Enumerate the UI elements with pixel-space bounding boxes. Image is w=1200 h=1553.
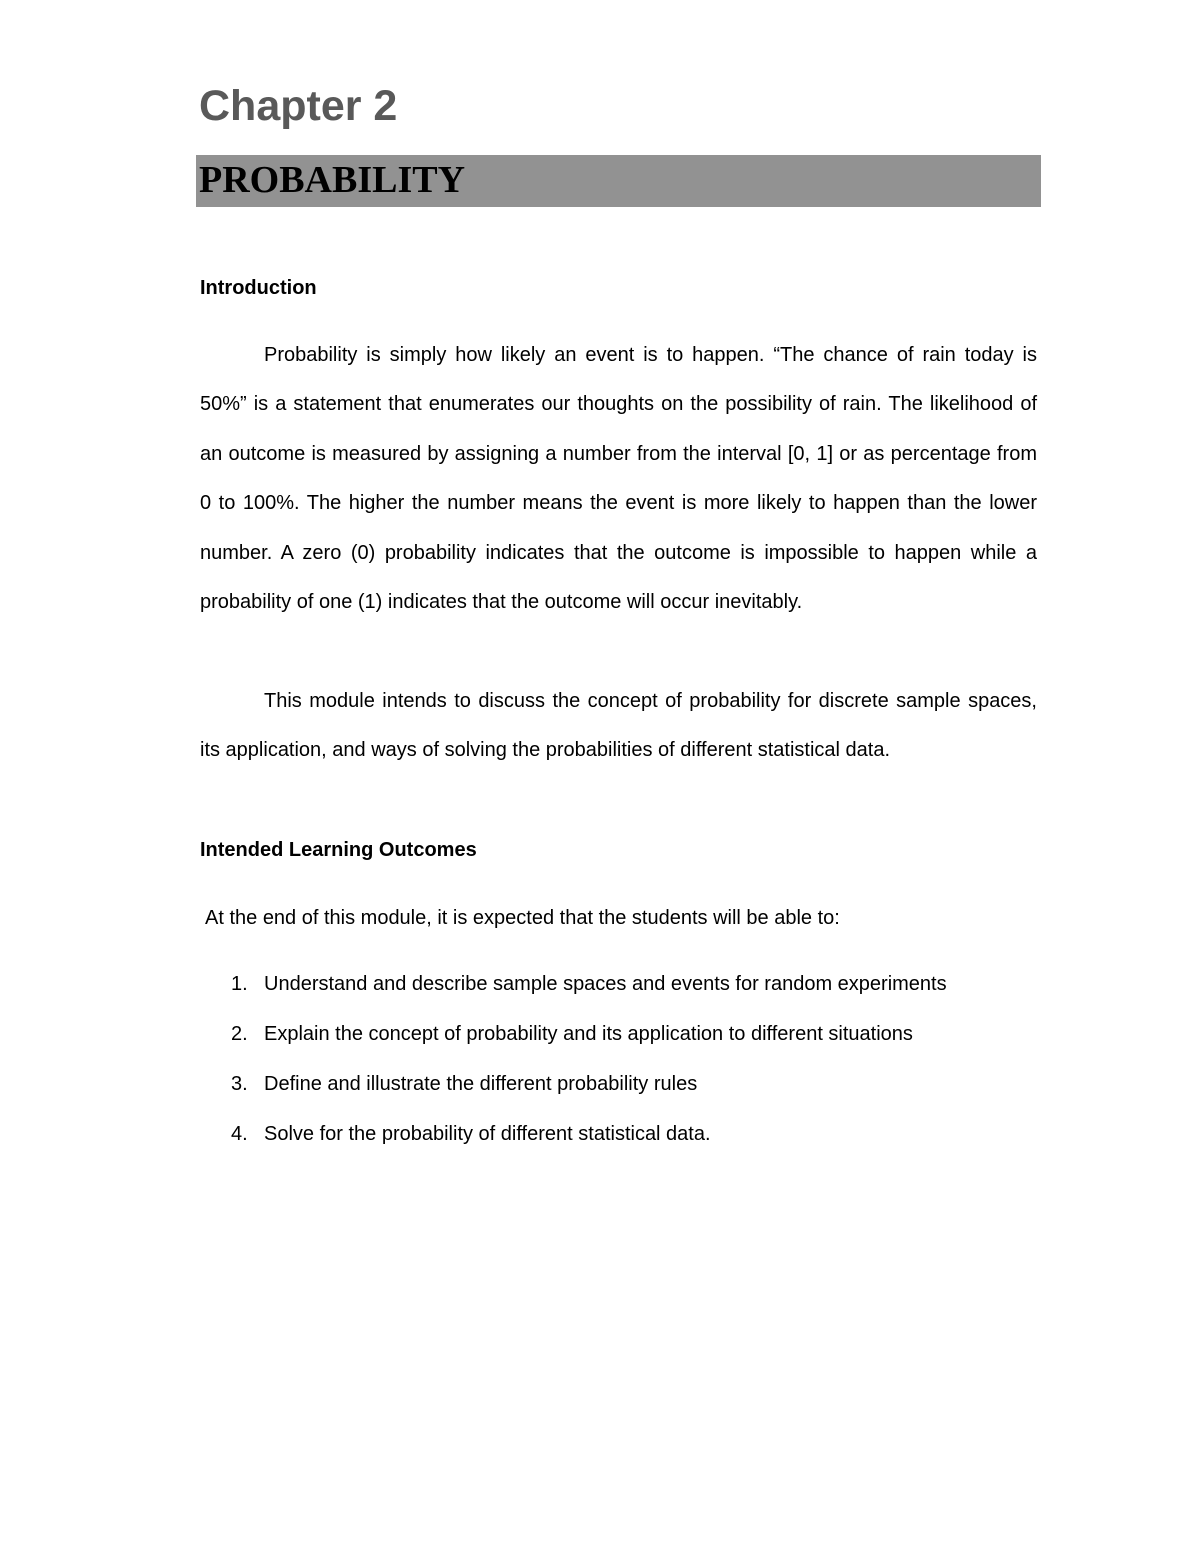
outcome-number: 4.: [231, 1123, 248, 1145]
chapter-label: Chapter 2: [199, 82, 398, 130]
learning-outcomes-heading: Intended Learning Outcomes: [200, 839, 477, 861]
outcome-text: Define and illustrate the different probability rules: [264, 1073, 698, 1095]
learning-outcomes-lead: At the end of this module, it is expected that the students will be able to:: [205, 907, 840, 929]
introduction-heading: Introduction: [200, 277, 317, 299]
chapter-title: PROBABILITY: [199, 159, 466, 201]
outcome-number: 2.: [231, 1023, 248, 1045]
outcome-number: 3.: [231, 1073, 248, 1095]
introduction-paragraph: Probability is simply how likely an event is to happen. “The chance of rain today is 50%” is a statement that enumerates our thoughts on the possibility of rain. The likelihood of an outcome is measured by assigning a number from the interval [0, 1] or as percentage from 0 to 100%. The higher the number means the event is more likely to happen than the lower number. A zero (0) probability indicates that the outcome is impossible to happen while a probability of one (1) indicates that the outcome will occur inevitably.: [200, 344, 1037, 614]
module-scope-paragraph: This module intends to discuss the concept of probability for discrete sample spaces, its application, and ways of solving the probabilities of different statistical data.: [200, 690, 1037, 762]
outcome-text: Understand and describe sample spaces and events for random experiments: [264, 973, 947, 995]
chapter-title-bar: [196, 155, 1041, 207]
outcome-text: Explain the concept of probability and its application to different situations: [264, 1023, 913, 1045]
outcome-text: Solve for the probability of different statistical data.: [264, 1123, 711, 1145]
outcome-number: 1.: [231, 973, 248, 995]
